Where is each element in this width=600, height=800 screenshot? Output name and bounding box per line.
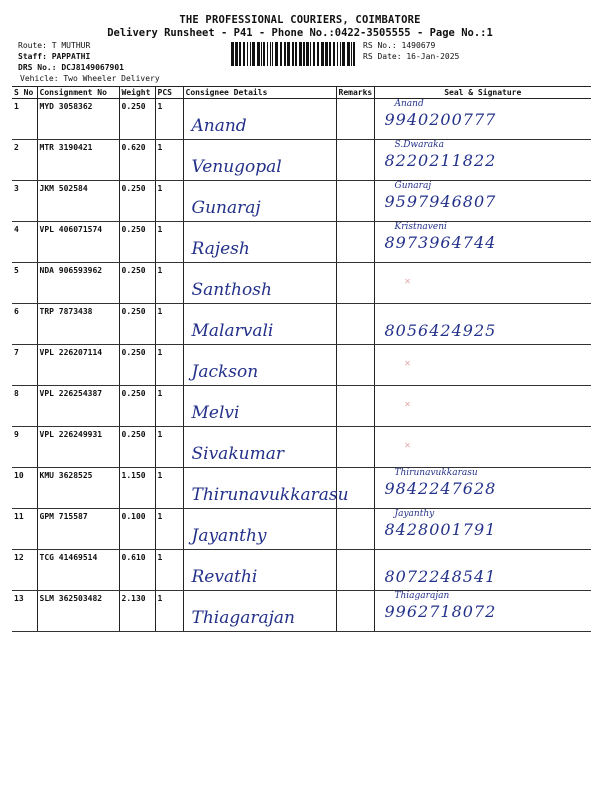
cell-weight: 0.250 [119,345,155,386]
cell-signature [374,304,591,345]
cell-sno: 9 [12,427,37,468]
consignee-handwritten-name: Sivakumar [191,444,284,464]
signature-phone: 8056424925 [384,321,497,340]
company-title: THE PROFESSIONAL COURIERS, COIMBATORE [179,14,421,26]
cell-remarks [336,222,374,263]
table-row [12,468,591,509]
table-row [12,222,591,263]
cell-weight: 0.250 [119,386,155,427]
cell-remarks [336,509,374,550]
vehicle-line [20,74,160,83]
cell-pcs: 1 [155,386,183,427]
barcode-bar [310,42,311,66]
col-header-weight: Weight [119,87,155,99]
cell-weight: 0.250 [119,222,155,263]
cell-pcs: 1 [155,345,183,386]
col-header-sno: S No [12,87,37,99]
cell-signature [374,427,591,468]
barcode-bar [243,42,245,66]
barcode-bar [275,42,278,66]
runsheet-table [12,86,591,632]
cell-remarks [336,386,374,427]
cell-consignment-no: VPL 226254387 [37,386,119,427]
cell-consignment-no: VPL 226207114 [37,345,119,386]
consignee-handwritten-name: Jayanthy [191,526,267,546]
cell-pcs: 1 [155,427,183,468]
cell-signature [374,263,591,304]
cell-consignee [183,427,336,468]
table-row [12,550,591,591]
rs-no-line [363,41,435,50]
cell-consignee [183,468,349,509]
barcode-image [230,42,357,66]
barcode-bar [284,42,286,66]
faint-stamp-mark: ✕ [404,399,411,410]
barcode-bar [272,42,273,66]
barcode-bar [306,42,309,66]
cell-weight: 0.250 [119,427,155,468]
consignee-handwritten-name: Melvi [191,403,240,423]
cell-consignment-no: KMU 3628525 [37,468,119,509]
consignee-handwritten-name: Jackson [191,362,259,382]
col-header-consignment: Consignment No [37,87,119,99]
barcode-bar [299,42,302,66]
table-row [12,509,591,550]
cell-signature [374,222,591,263]
table-row [12,304,591,345]
rs-no-value: 1490679 [401,41,436,50]
cell-consignment-no: GPM 715587 [37,509,119,550]
barcode-bar [295,42,297,66]
cell-weight: 0.620 [119,140,155,181]
faint-stamp-mark: ✕ [404,358,411,369]
barcode-bar [333,42,335,66]
consignee-handwritten-name: Malarvali [191,321,274,341]
cell-signature [374,181,591,222]
cell-consignment-no: MTR 3190421 [37,140,119,181]
cell-remarks [336,550,374,591]
cell-weight: 0.610 [119,550,155,591]
runsheet-subtitle: Delivery Runsheet - P41 - Phone No.:0422-3505555 - Page No.:1 [107,27,493,39]
cell-pcs: 1 [155,222,183,263]
cell-pcs: 1 [155,550,183,591]
cell-consignee [183,181,336,222]
barcode-bar [292,42,294,66]
cell-signature [374,345,591,386]
signature-phone: 9940200777 [384,110,497,129]
drs-label: DRS No.: [18,63,57,72]
cell-signature [374,140,591,181]
route-line [18,41,90,50]
barcode-bar [250,42,251,66]
cell-consignment-no: NDA 906593962 [37,263,119,304]
cell-signature [374,386,591,427]
signature-name: S.Dwaraka [394,140,444,150]
drs-value: DCJ8149067901 [61,63,124,72]
signature-phone: 9842247628 [384,479,497,498]
table-row [12,591,591,632]
cell-consignment-no: MYD 3058362 [37,99,119,140]
signature-name: Gunaraj [394,181,432,191]
barcode-bar [231,42,234,66]
drs-line [18,63,124,72]
barcode-bar [337,42,338,66]
barcode-bar [247,42,248,66]
cell-consignee [183,304,336,345]
cell-weight: 0.250 [119,99,155,140]
cell-consignment-no: TCG 41469514 [37,550,119,591]
barcode-bar [347,42,350,66]
signature-phone: 9962718072 [384,602,497,621]
barcode-bar [353,42,355,66]
vehicle-value: Two Wheeler Delivery [63,74,160,83]
consignee-handwritten-name: Anand [191,116,247,136]
faint-stamp-mark: ✕ [404,440,411,451]
signature-phone: 8220211822 [384,151,497,170]
cell-consignee [183,386,336,427]
consignee-handwritten-name: Gunaraj [191,198,261,218]
cell-sno: 10 [12,468,37,509]
cell-consignment-no: VPL 226249931 [37,427,119,468]
signature-name: Anand [394,99,424,109]
cell-remarks [336,591,374,632]
cell-consignee [183,263,336,304]
cell-consignment-no: TRP 7873438 [37,304,119,345]
cell-sno: 4 [12,222,37,263]
table-row [12,427,591,468]
cell-remarks [336,99,374,140]
cell-sno: 3 [12,181,37,222]
cell-consignment-no: JKM 502584 [37,181,119,222]
signature-phone: 8973964744 [384,233,497,252]
signature-name: Thirunavukkarasu [394,468,478,478]
consignee-handwritten-name: Thiagarajan [191,608,295,628]
cell-weight: 2.130 [119,591,155,632]
col-header-consignee: Consignee Details [183,87,336,99]
cell-consignee [183,140,336,181]
cell-sno: 7 [12,345,37,386]
col-header-signature: Seal & Signature [374,87,591,99]
barcode-bar [313,42,315,66]
signature-name: Thiagarajan [394,591,450,601]
cell-signature [374,468,591,509]
cell-sno: 11 [12,509,37,550]
cell-sno: 5 [12,263,37,304]
cell-pcs: 1 [155,99,183,140]
cell-pcs: 1 [155,468,183,509]
table-row [12,140,591,181]
cell-sno: 13 [12,591,37,632]
table-row [12,99,591,140]
cell-pcs: 1 [155,140,183,181]
barcode-bar [340,42,341,66]
rs-date-line [363,52,459,61]
cell-consignment-no: SLM 362503482 [37,591,119,632]
cell-consignee [183,509,336,550]
barcode-bar [329,42,331,66]
barcode-bar [351,42,352,66]
rs-date-label: RS Date: [363,52,402,61]
cell-pcs: 1 [155,509,183,550]
col-header-pcs: PCS [155,87,183,99]
cell-weight: 0.100 [119,509,155,550]
table-row [12,345,591,386]
col-header-remarks: Remarks [336,87,374,99]
barcode-bar [263,42,265,66]
barcode-bar [239,42,241,66]
cell-sno: 8 [12,386,37,427]
cell-sno: 2 [12,140,37,181]
table-header-row [12,87,591,99]
table-row [12,263,591,304]
rs-date-value: 16-Jan-2025 [406,52,460,61]
cell-consignee [183,550,336,591]
cell-pcs: 1 [155,181,183,222]
cell-sno: 6 [12,304,37,345]
consignee-handwritten-name: Santhosh [191,280,272,300]
consignee-handwritten-name: Thirunavukkarasu [191,485,349,505]
cell-remarks [336,140,374,181]
cell-signature [374,591,591,632]
barcode-bar [280,42,282,66]
cell-pcs: 1 [155,304,183,345]
cell-pcs: 1 [155,591,183,632]
cell-remarks [336,427,374,468]
cell-remarks [336,304,374,345]
signature-name: Jayanthy [394,509,435,519]
cell-signature [374,99,591,140]
barcode-bar [303,42,305,66]
cell-signature [374,550,591,591]
table-row [12,386,591,427]
cell-sno: 12 [12,550,37,591]
cell-weight: 1.150 [119,468,155,509]
barcode-bar [270,42,271,66]
cell-pcs: 1 [155,263,183,304]
cell-consignment-no: VPL 406071574 [37,222,119,263]
cell-remarks [336,345,374,386]
consignee-handwritten-name: Venugopal [191,157,282,177]
barcode-bar [317,42,319,66]
consignee-handwritten-name: Rajesh [191,239,250,259]
cell-weight: 0.250 [119,304,155,345]
cell-consignee [183,99,336,140]
barcode-bar [267,42,268,66]
signature-phone: 9597946807 [384,192,497,211]
cell-consignee [183,222,336,263]
staff-value: PAPPATHI [51,52,91,61]
barcode-bar [257,42,260,66]
staff-line [18,52,90,61]
cell-weight: 0.250 [119,263,155,304]
vehicle-label: Vehicle: [20,74,59,83]
cell-remarks [336,263,374,304]
signature-phone: 8428001791 [384,520,497,539]
cell-remarks [336,181,374,222]
barcode-bar [342,42,345,66]
staff-label: Staff: [18,52,47,61]
cell-consignee [183,345,336,386]
barcode-bar [325,42,328,66]
signature-phone: 8072248541 [384,567,497,586]
faint-stamp-mark: ✕ [404,276,411,287]
barcode-bar [235,42,238,66]
barcode-bar [287,42,290,66]
cell-weight: 0.250 [119,181,155,222]
rs-no-label: RS No.: [363,41,397,50]
barcode-bar [261,42,262,66]
table-row [12,181,591,222]
barcode-bar [252,42,255,66]
signature-name: Kristnaveni [394,222,447,232]
cell-signature [374,509,591,550]
barcode-bar [321,42,324,66]
cell-sno: 1 [12,99,37,140]
route-value: T MUTHUR [51,41,91,50]
route-label: Route: [18,41,47,50]
consignee-handwritten-name: Revathi [191,567,258,587]
cell-consignee [183,591,336,632]
